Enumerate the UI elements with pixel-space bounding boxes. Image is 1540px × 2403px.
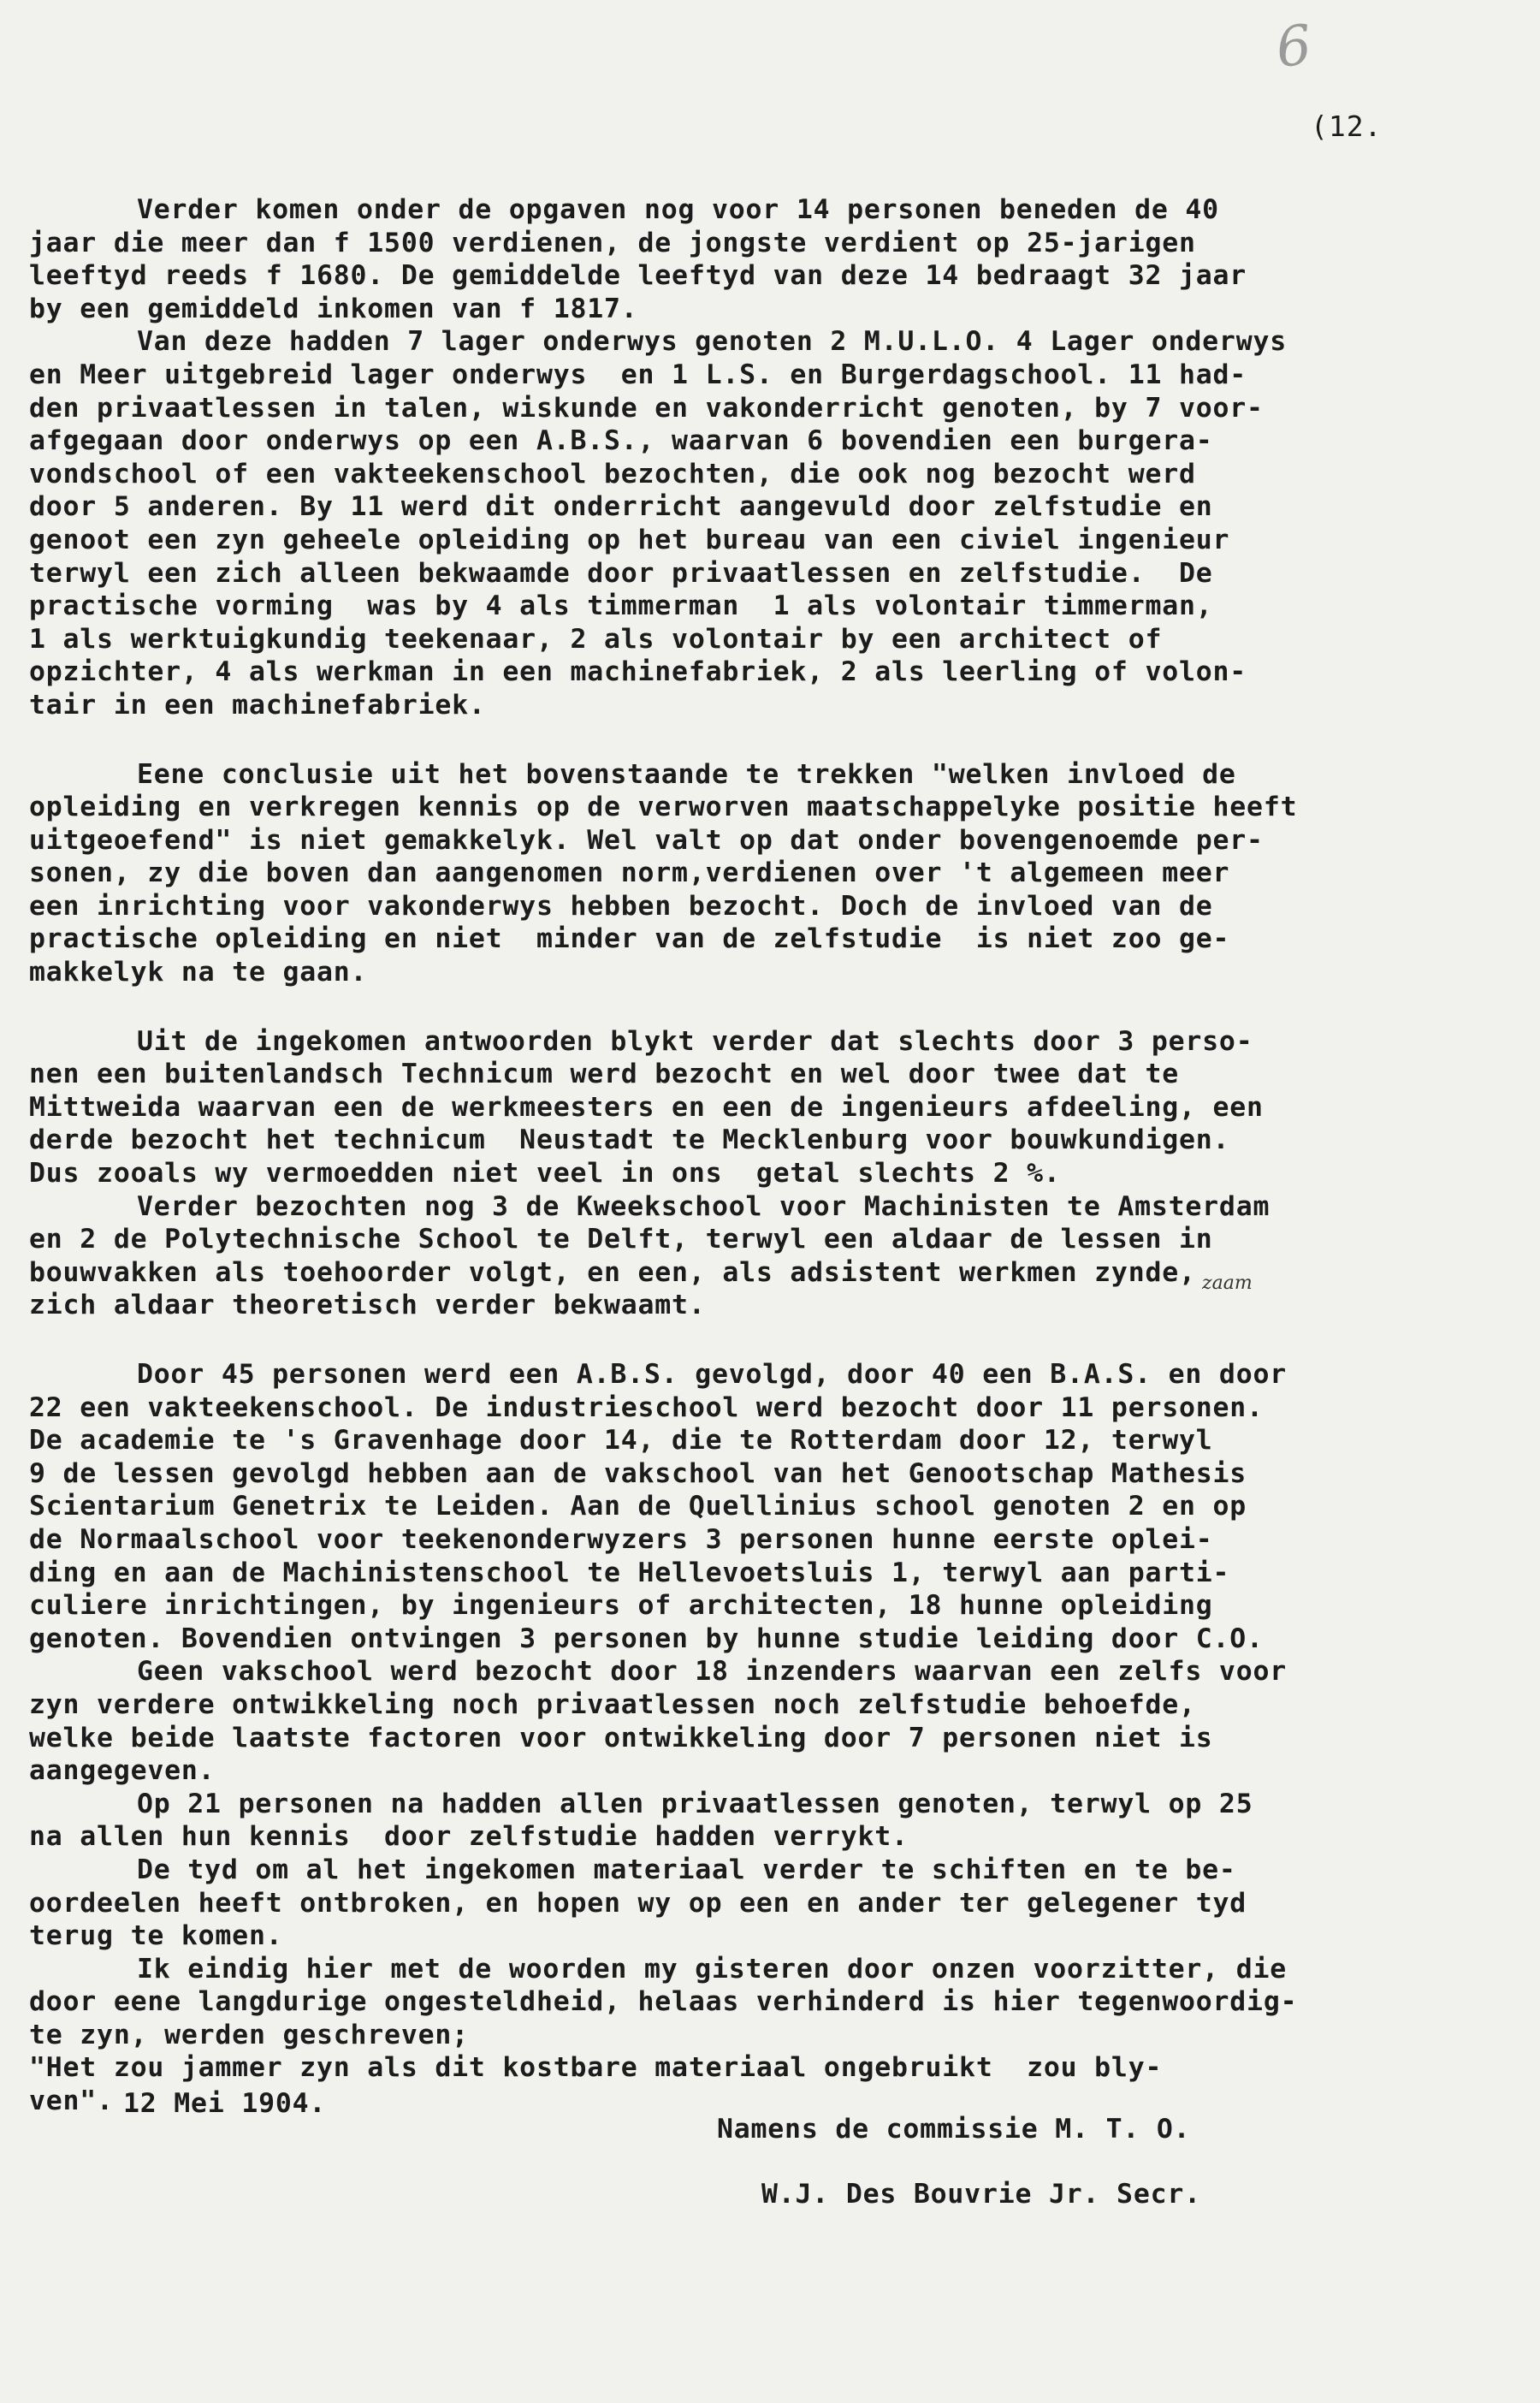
page-number: (12. <box>1311 110 1383 143</box>
text-line: Op 21 personen na hadden allen privaatlessen genoten, terwyl op 25 <box>137 1788 1253 1819</box>
text-line: na allen hun kennis door zelfstudie hadden verrykt. <box>29 1821 909 1853</box>
text-line: practische vorming was by 4 als timmerman 1 als volontair timmerman, <box>29 590 1213 622</box>
text-line: Ik eindig hier met de woorden my gisteren door onzen voorzitter, die <box>137 1953 1287 1985</box>
text-line: Scientarium Genetrix te Leiden. Aan de Quellinius school genoten 2 en op <box>29 1491 1247 1522</box>
signature-secretary: W.J. Des Bouvrie Jr. Secr. <box>761 2179 1201 2210</box>
text-line: afgegaan door onderwys op een A.B.S., waarvan 6 bovendien een burgera- <box>29 425 1213 457</box>
text-line: practische opleiding en niet minder van de zelfstudie is niet zoo ge- <box>29 923 1230 955</box>
pencil-page-mark: 6 <box>1273 14 1315 80</box>
text-line: door 5 anderen. By 11 werd dit onderricht aangevuld door zelfstudie en <box>29 491 1213 523</box>
text-line: ding en aan de Machinistenschool te Hellevoetsluis 1, terwyl aan parti- <box>29 1557 1230 1588</box>
text-line: Van deze hadden 7 lager onderwys genoten 2 M.U.L.O. 4 Lager onderwys <box>137 326 1287 358</box>
text-line: te zyn, werden geschreven; <box>29 2019 469 2050</box>
text-line: genoten. Bovendien ontvingen 3 personen by hunne studie leiding door C.O. <box>29 1623 1264 1654</box>
text-line: ven". <box>29 2086 114 2117</box>
text-line: terwyl een zich alleen bekwaamde door privaatlessen en zelfstudie. De <box>29 557 1213 589</box>
text-line: De academie te 's Gravenhage door 14, die te Rotterdam door 12, terwyl <box>29 1425 1213 1457</box>
text-line: Mittweida waarvan een de werkmeesters en een de ingenieurs afdeeling, een <box>29 1091 1264 1123</box>
text-line: sonen, zy die boven dan aangenomen norm,verdienen over 't algemeen meer <box>29 857 1230 889</box>
text-line: tair in een machinefabriek. <box>29 689 486 721</box>
text-line: Verder bezochten nog 3 de Kweekschool voor Machinisten te Amsterdam <box>137 1190 1270 1222</box>
text-line: leeftyd reeds f 1680. De gemiddelde leeftyd van deze 14 bedraagt 32 jaar <box>29 260 1247 292</box>
paragraph-9 <box>29 1854 1522 1953</box>
text-line: opleiding en verkregen kennis op de verworven maatschappelyke positie heeft <box>29 792 1298 823</box>
text-line: derde bezocht het technicum Neustadt te Mecklenburg voor bouwkundigen. <box>29 1124 1230 1156</box>
paragraph-gap <box>29 722 1522 758</box>
paragraph-3 <box>29 758 1522 989</box>
text-line: door eene langdurige ongesteldheid, helaas verhinderd is hier tegenwoordig- <box>29 1986 1298 2018</box>
text-line: by een gemiddeld inkomen van f 1817. <box>29 293 638 324</box>
text-line: De tyd om al het ingekomen materiaal verder te schiften en te be- <box>137 1854 1236 1885</box>
text-line: en Meer uitgebreid lager onderwys en 1 L.S. en Burgerdagschool. 11 had- <box>29 359 1247 390</box>
text-line: uitgeoefend" is niet gemakkelyk. Wel valt op dat onder bovengenoemde per- <box>29 824 1264 856</box>
body-text <box>29 193 1522 2118</box>
text-line: Door 45 personen werd een A.B.S. gevolgd, door 40 een B.A.S. en door <box>137 1359 1287 1390</box>
text-line: zyn verdere ontwikkeling noch privaatlessen noch zelfstudie behoefde, <box>29 1688 1196 1720</box>
text-line: vondschool of een vakteekenschool bezochten, die ook nog bezocht werd <box>29 458 1196 490</box>
text-line: culiere inrichtingen, by ingenieurs of architecten, 18 hunne opleiding <box>29 1590 1213 1622</box>
text-line: aangegeven. <box>29 1755 216 1787</box>
text-line: genoot een zyn geheele opleiding op het bureau van een civiel ingenieur <box>29 524 1230 555</box>
text-line: "Het zou jammer zyn als dit kostbare materiaal ongebruikt zou bly- <box>29 2052 1163 2084</box>
handwritten-correction: zaam <box>1202 1273 1253 1294</box>
signature-block <box>717 2097 1201 2227</box>
paragraph-8 <box>29 1788 1522 1854</box>
closing-date: 12 Mei 1904. <box>123 2088 327 2119</box>
paragraph-6 <box>29 1358 1522 1655</box>
text-line: en 2 de Polytechnische School te Delft, terwyl een aldaar de lessen in <box>29 1224 1213 1255</box>
text-line: welke beide laatste factoren voor ontwikkeling door 7 personen niet is <box>29 1722 1213 1753</box>
text-line: oordeelen heeft ontbroken, en hopen wy op een en ander ter gelegener tyd <box>29 1887 1247 1919</box>
text-line: de Normaalschool voor teekenonderwyzers 3 personen hunne eerste oplei- <box>29 1523 1213 1555</box>
text-line: 22 een vakteekenschool. De industrieschool werd bezocht door 11 personen. <box>29 1391 1264 1423</box>
paragraph-gap <box>29 1322 1522 1358</box>
text-line: Eene conclusie uit het bovenstaande te trekken "welken invloed de <box>137 758 1236 790</box>
paragraph-7 <box>29 1655 1522 1787</box>
paragraph-2 <box>29 325 1522 721</box>
paragraph-1 <box>29 193 1522 325</box>
text-line: 1 als werktuigkundig teekenaar, 2 als volontair by een architect of <box>29 623 1163 655</box>
signature-committee: Namens de commissie M. T. O. <box>717 2114 1191 2145</box>
text-line: zich aldaar theoretisch verder bekwaamt. <box>29 1290 706 1321</box>
text-line: Geen vakschool werd bezocht door 18 inzenders waarvan een zelfs voor <box>137 1656 1287 1688</box>
text-line: makkelyk na te gaan. <box>29 957 368 988</box>
text-line: Uit de ingekomen antwoorden blykt verder dat slechts door 3 perso- <box>137 1025 1253 1057</box>
paragraph-5 <box>29 1190 1522 1322</box>
text-line: 9 de lessen gevolgd hebben aan de vakschool van het Genootschap Mathesis <box>29 1457 1247 1489</box>
text-line: Dus zooals wy vermoedden niet veel in ons getal slechts 2 %. <box>29 1158 1061 1190</box>
text-line: een inrichting voor vakonderwys hebben bezocht. Doch de invloed van de <box>29 890 1213 922</box>
paragraph-gap <box>29 989 1522 1025</box>
text-line: jaar die meer dan f 1500 verdienen, de jongste verdient op 25-jarigen <box>29 227 1196 258</box>
text-line: bouwvakken als toehoorder volgt, en een, als adsistent werkmen zynde, <box>29 1256 1196 1288</box>
text-line: opzichter, 4 als werkman in een machinefabriek, 2 als leerling of volon- <box>29 656 1247 688</box>
text-line: terug te komen. <box>29 1920 283 1952</box>
text-line: nen een buitenlandsch Technicum werd bezocht en wel door twee dat te <box>29 1059 1179 1090</box>
text-line: den privaatlessen in talen, wiskunde en vakonderricht genoten, by 7 voor- <box>29 392 1264 424</box>
text-line: Verder komen onder de opgaven nog voor 14 personen beneden de 40 <box>137 194 1219 225</box>
paragraph-4 <box>29 1025 1522 1190</box>
